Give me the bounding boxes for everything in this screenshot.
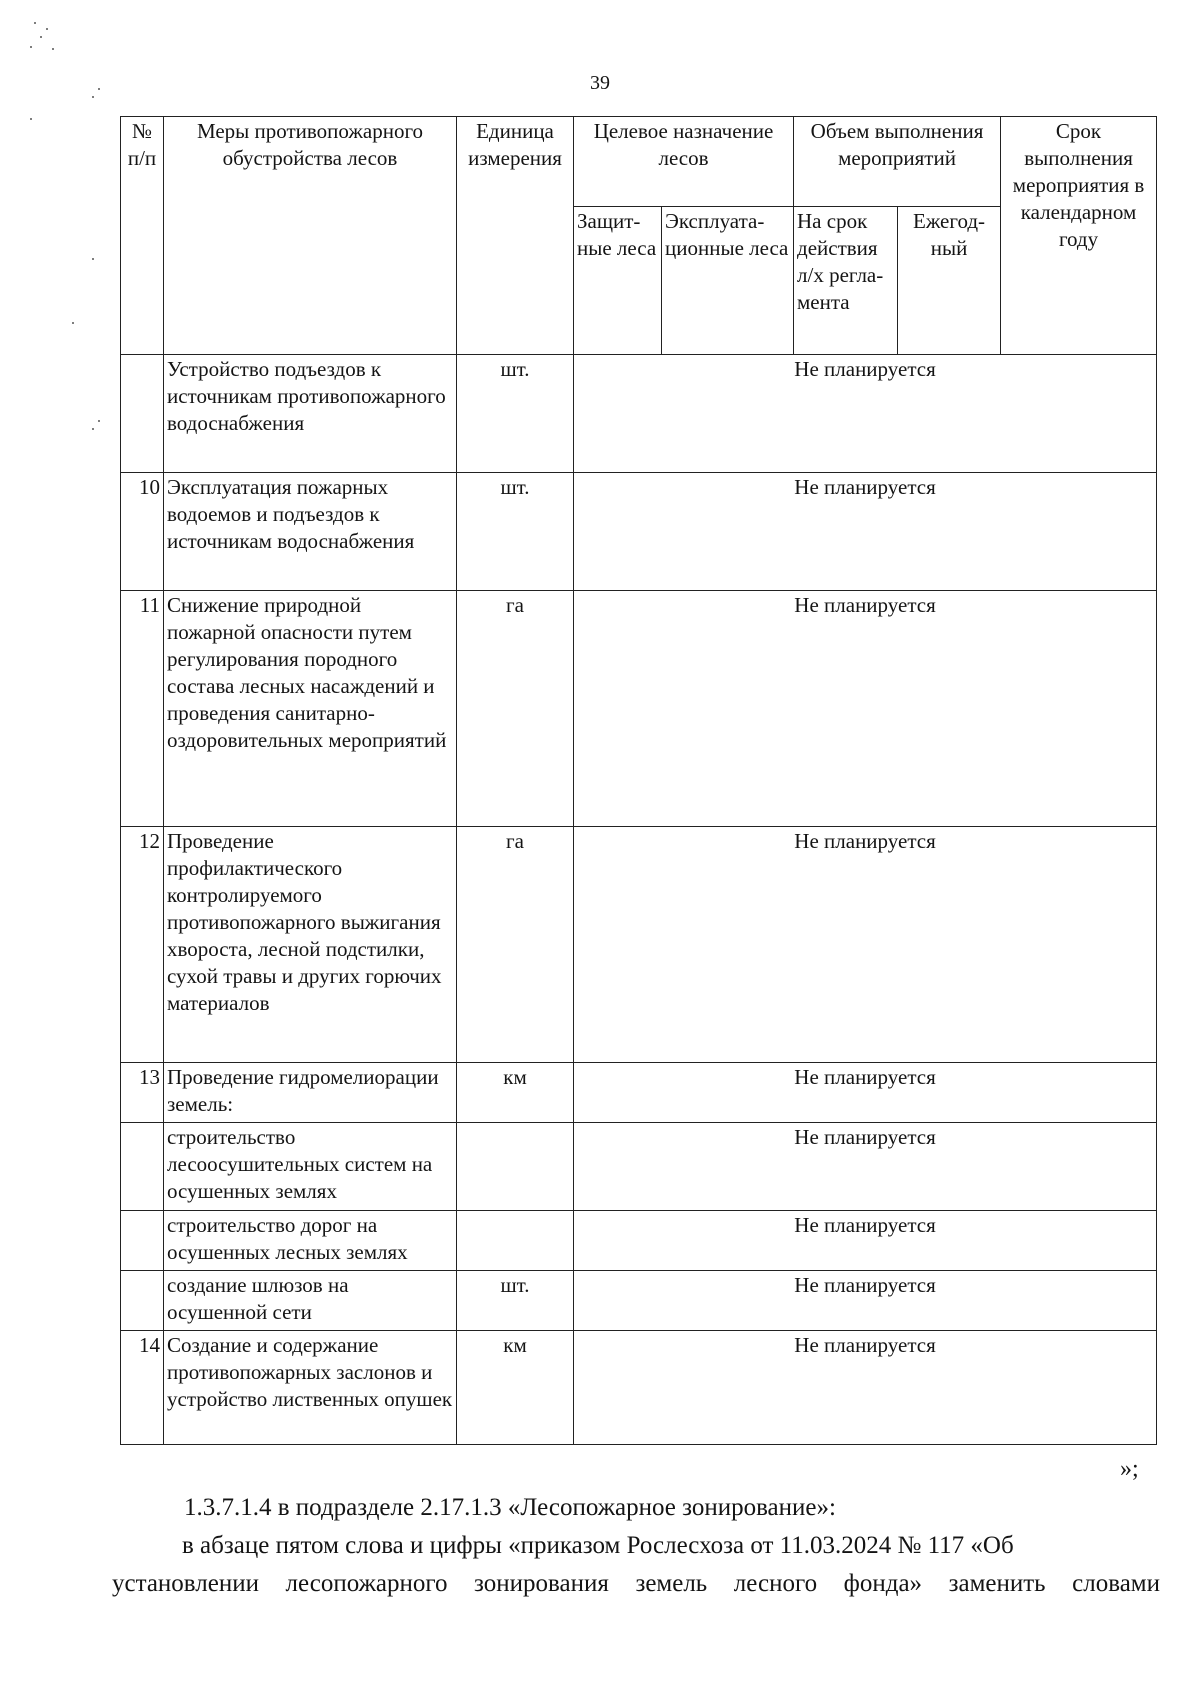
paragraph-abzac: в абзаце пятом слова и цифры «приказом Рослесхоза от 11.03.2024 № 117 «Об: [182, 1532, 1014, 1559]
scan-speck: [52, 48, 54, 50]
table-row: [121, 473, 1157, 591]
row-status: Не планируется: [574, 1211, 1157, 1271]
row-measure: строительство лесоосушительных систем на осушенных землях: [164, 1123, 457, 1211]
scan-speck: [30, 46, 32, 48]
row-measure: Создание и содержание противопожарных заслонов и устройство лиственных опушек: [164, 1331, 457, 1445]
row-number: [121, 1123, 164, 1211]
row-number: [121, 355, 164, 473]
row-measure: Проведение профилактического контролируемого противопожарного выжигания хвороста, лесной подстилки, сухой травы и других горючих материалов: [164, 827, 457, 1063]
row-unit: га: [457, 591, 574, 827]
row-status: Не планируется: [574, 473, 1157, 591]
table-row: [121, 1211, 1157, 1271]
header-unit: Единица измерения: [457, 117, 574, 355]
row-unit: км: [457, 1331, 574, 1445]
table-row: [121, 1331, 1157, 1445]
header-volume: Объем выполнения мероприятий: [794, 117, 1001, 207]
header-row: [121, 117, 1157, 207]
scan-speck: [34, 22, 36, 24]
scan-speck: [92, 258, 94, 260]
table-row: [121, 355, 1157, 473]
row-number: 13: [121, 1063, 164, 1123]
row-status: Не планируется: [574, 1123, 1157, 1211]
row-unit: шт.: [457, 1271, 574, 1331]
row-measure: Эксплуатация пожарных водоемов и подъездов к источникам водоснабжения: [164, 473, 457, 591]
row-number: [121, 1271, 164, 1331]
row-number: 14: [121, 1331, 164, 1445]
row-status: Не планируется: [574, 1271, 1157, 1331]
row-status: Не планируется: [574, 1331, 1157, 1445]
scan-speck: [98, 420, 100, 422]
row-unit: га: [457, 827, 574, 1063]
row-number: [121, 1211, 164, 1271]
table-row: [121, 1063, 1157, 1123]
closing-quote-mark: »;: [1120, 1456, 1139, 1482]
header-volume-term: На срок действия л/х регла-мента: [794, 207, 898, 355]
row-status: Не планируется: [574, 591, 1157, 827]
row-measure: Снижение природной пожарной опасности путем регулирования породного состава лесных насаждений и проведения санитарно-оздоровительных мероприятий: [164, 591, 457, 827]
row-number: 12: [121, 827, 164, 1063]
row-measure: Устройство подъездов к источникам противопожарного водоснабжения: [164, 355, 457, 473]
row-measure: Проведение гидромелиорации земель:: [164, 1063, 457, 1123]
scan-speck: [40, 36, 42, 38]
header-purpose: Целевое назначение лесов: [574, 117, 794, 207]
row-unit: км: [457, 1063, 574, 1123]
fire-measures-table: [120, 116, 1157, 1445]
row-number: 11: [121, 591, 164, 827]
paragraph-continuation: установлении лесопожарного зонирования земель лесного фонда» заменить словами: [112, 1570, 1160, 1597]
page-number: 39: [590, 72, 610, 94]
table-row: [121, 1123, 1157, 1211]
scan-speck: [46, 28, 48, 30]
table-row: [121, 1271, 1157, 1331]
header-measures: Меры противопожарного обустройства лесов: [164, 117, 457, 355]
row-unit: шт.: [457, 473, 574, 591]
row-measure: строительство дорог на осушенных лесных землях: [164, 1211, 457, 1271]
row-measure: создание шлюзов на осушенной сети: [164, 1271, 457, 1331]
header-protective-forests: Защит-ные леса: [574, 207, 662, 355]
row-status: Не планируется: [574, 1063, 1157, 1123]
table-row: [121, 827, 1157, 1063]
row-number: 10: [121, 473, 164, 591]
header-deadline: Срок выполнения мероприятия в календарном году: [1001, 117, 1157, 355]
paragraph-subsection: 1.3.7.1.4 в подразделе 2.17.1.3 «Лесопожарное зонирование»:: [184, 1494, 836, 1521]
scan-speck: [92, 96, 94, 98]
scan-speck: [30, 118, 32, 120]
header-num: № п/п: [121, 117, 164, 355]
row-unit: [457, 1123, 574, 1211]
header-exploitation-forests: Эксплуата-ционные леса: [662, 207, 794, 355]
row-status: Не планируется: [574, 827, 1157, 1063]
scan-speck: [92, 428, 94, 430]
scan-speck: [72, 322, 74, 324]
table-row: [121, 591, 1157, 827]
row-unit: шт.: [457, 355, 574, 473]
header-volume-annual: Ежегод-ный: [898, 207, 1001, 355]
row-status: Не планируется: [574, 355, 1157, 473]
row-unit: [457, 1211, 574, 1271]
